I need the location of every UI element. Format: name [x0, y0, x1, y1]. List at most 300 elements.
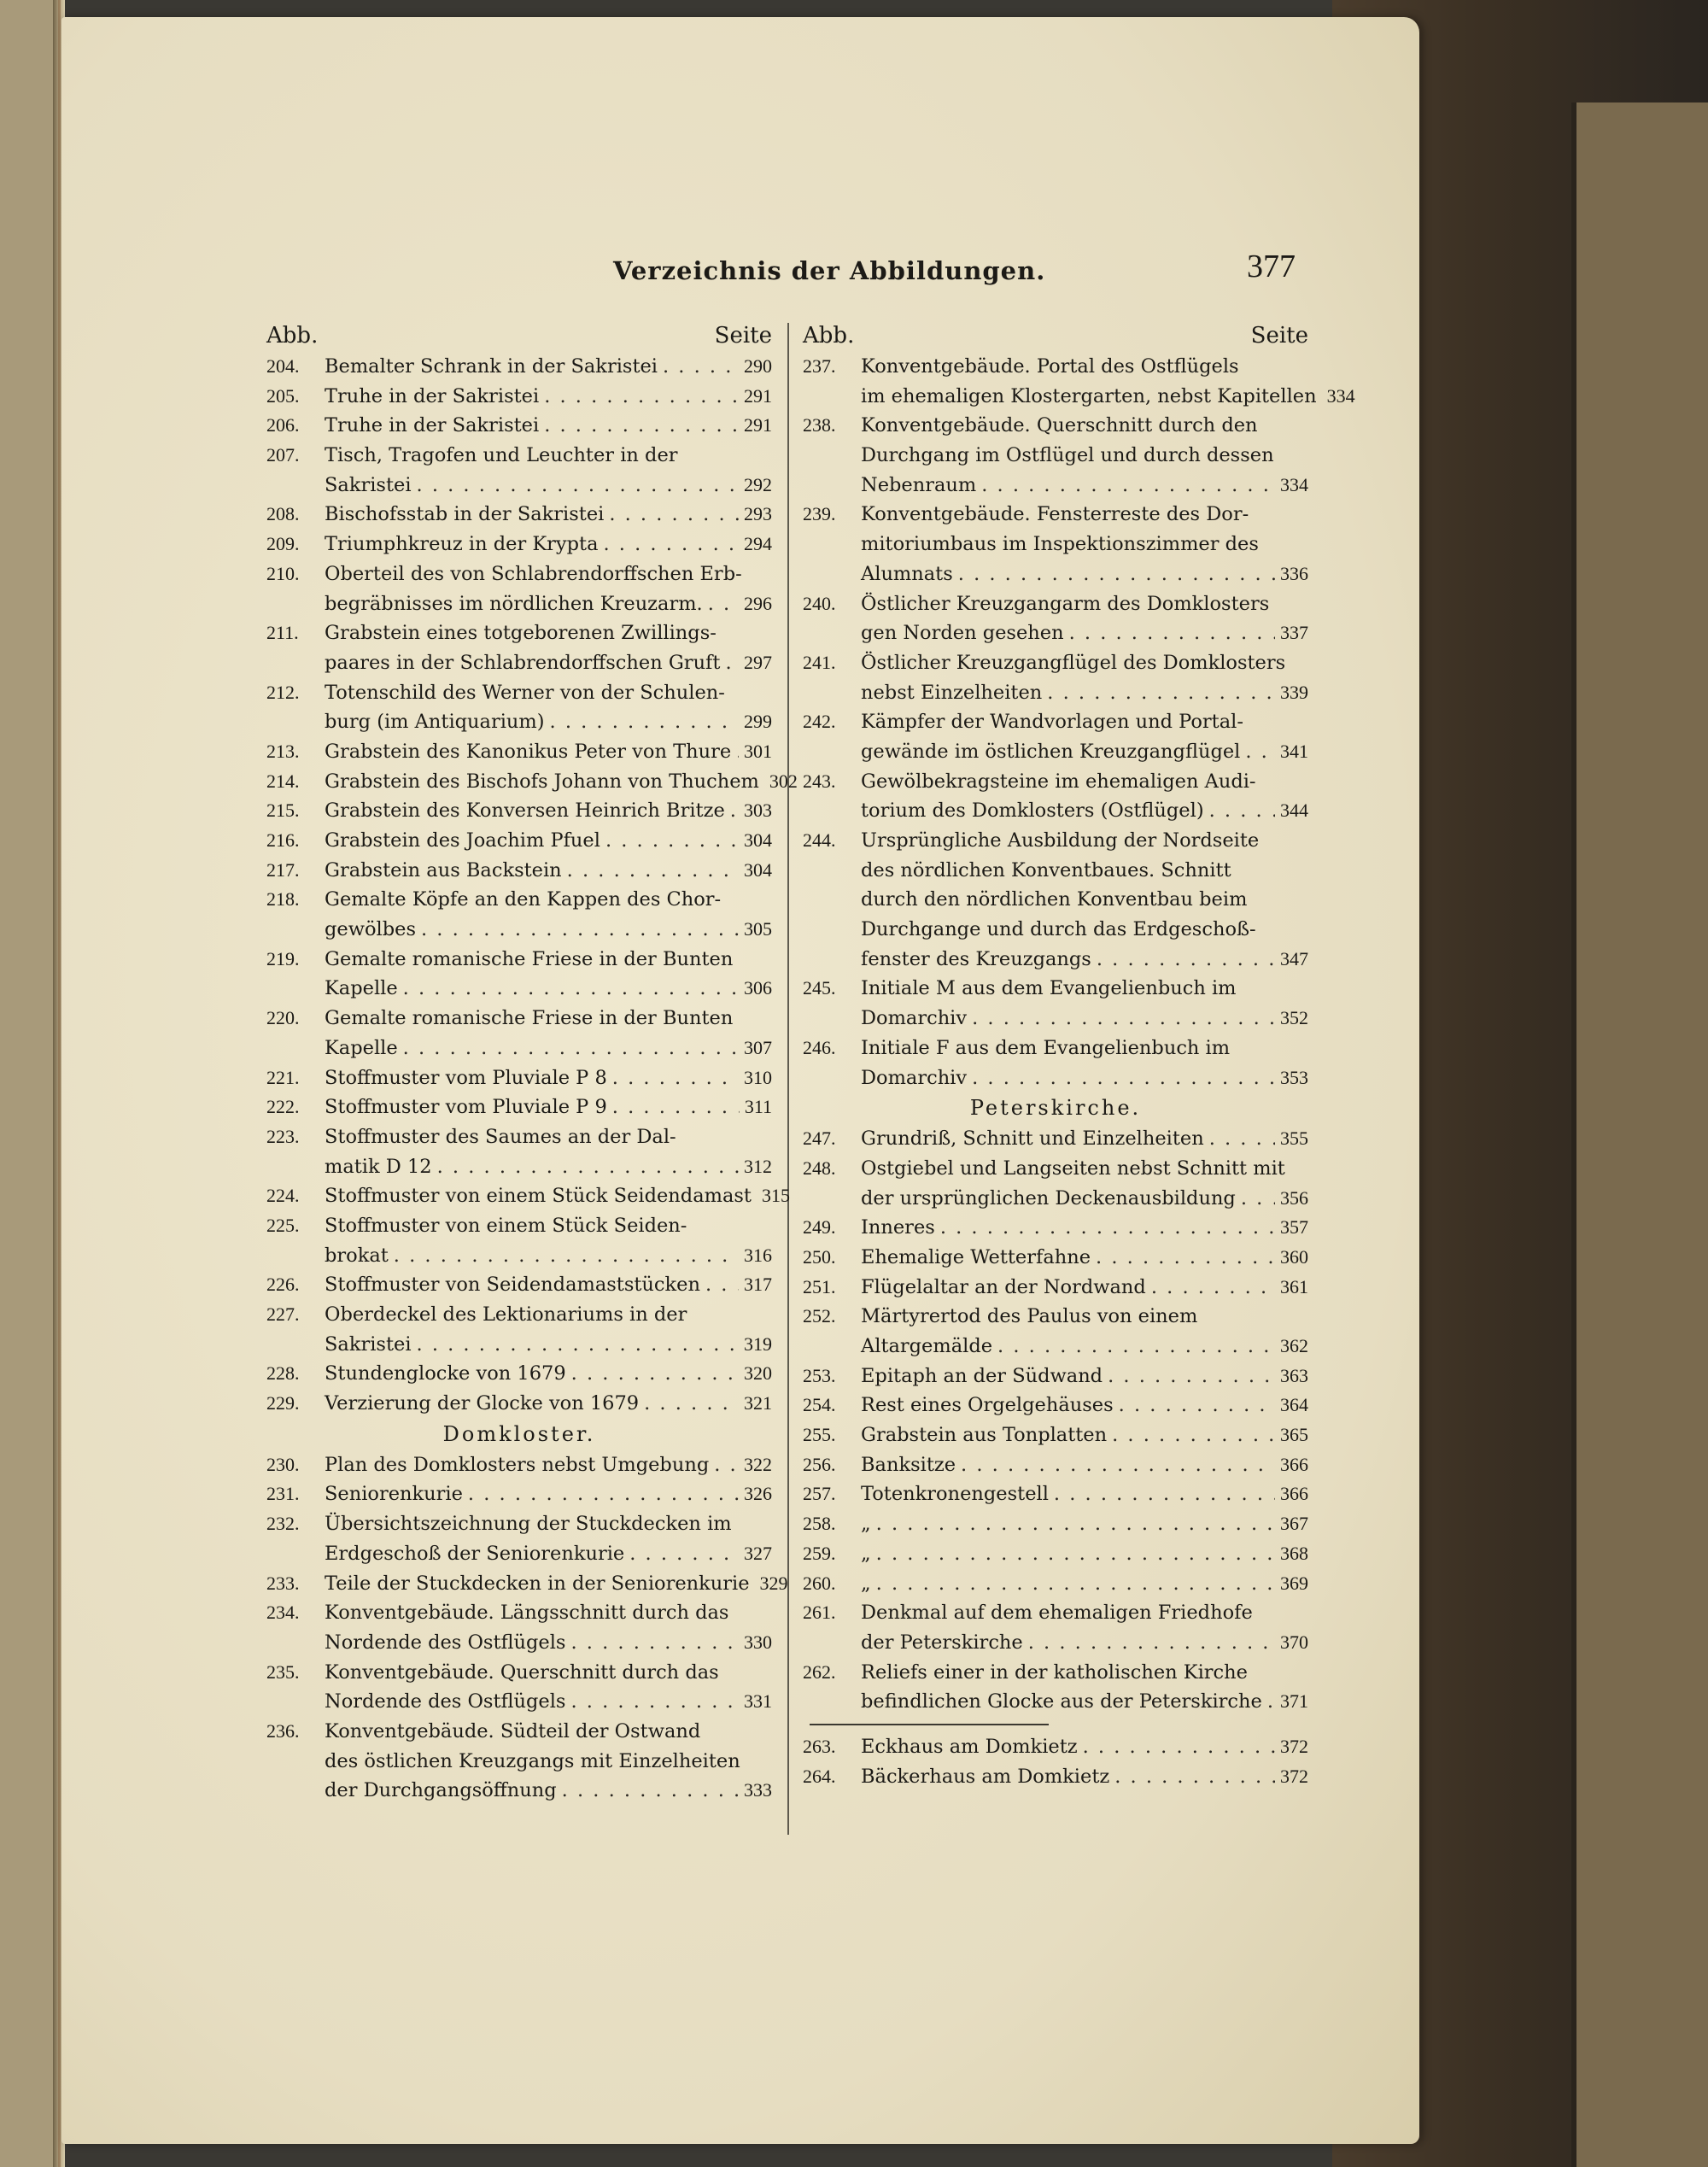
list-item [266, 885, 772, 944]
entry-text: Grabstein des Bischofs Johann von Thuchem [325, 770, 759, 793]
entry-body [325, 1509, 772, 1568]
left-entry-list [266, 352, 798, 1419]
entry-last-line [325, 974, 772, 1004]
entry-text: Inneres [861, 1216, 935, 1239]
leader-dots [394, 1241, 739, 1271]
entry-text: „ [861, 1542, 871, 1565]
figure-number: 215. [266, 799, 300, 822]
entry-body [861, 1124, 1308, 1154]
page-reference: 321 [744, 1392, 772, 1414]
leader-dots [603, 530, 739, 559]
page-reference: 312 [744, 1155, 772, 1177]
entry-body [325, 1479, 772, 1509]
leader-dots [544, 411, 739, 441]
list-item [266, 1450, 772, 1480]
list-item [266, 559, 772, 618]
entry-text: Nordende des Ostflügels [325, 1690, 566, 1713]
entry-body [861, 1598, 1308, 1657]
leader-dots [570, 1687, 739, 1717]
page-reference: 291 [744, 384, 772, 407]
entry-body [325, 1598, 772, 1657]
entry-text: Durchgang im Ostflügel und durch dessen [861, 444, 1274, 467]
list-item [266, 856, 772, 886]
leader-dots [612, 1092, 740, 1122]
entry-text: Alumnats [861, 562, 953, 585]
page-reference: 301 [744, 740, 772, 762]
page-reference: 372 [1280, 1765, 1308, 1787]
leader-dots [437, 1152, 739, 1182]
entry-text: Konventgebäude. Fensterreste des Dor- [861, 503, 1249, 526]
page-reference: 372 [1280, 1735, 1308, 1757]
leader-dots [736, 737, 739, 767]
page-reference: 362 [1280, 1335, 1308, 1356]
page-reference: 320 [744, 1362, 772, 1385]
entry-body [861, 589, 1308, 648]
entry-text: Stoffmuster von einem Stück Seiden- [325, 1214, 687, 1237]
list-item [803, 352, 1355, 411]
list-item [266, 1389, 772, 1419]
section-heading-peterskirche: Peterskirche. [969, 1096, 1142, 1121]
figure-number: 240. [803, 592, 836, 614]
list-item [803, 1658, 1308, 1717]
page-reference: 357 [1280, 1216, 1308, 1239]
leader-dots [567, 856, 739, 886]
entry-text: Initiale M aus dem Evangelienbuch im [861, 977, 1237, 1000]
leader-dots [1108, 1362, 1275, 1391]
entry-body [325, 796, 772, 826]
leader-dots [1112, 1420, 1275, 1450]
figure-number: 241. [803, 651, 836, 673]
entry-text: Banksitze [861, 1453, 956, 1476]
leader-dots [708, 589, 739, 619]
entry-text: Teile der Stuckdecken in der Seniorenkurie [325, 1572, 750, 1595]
entry-last-line [325, 1628, 772, 1658]
figure-number: 262. [803, 1660, 836, 1683]
list-item [803, 1034, 1308, 1092]
entry-text: Konventgebäude. Südteil der Ostwand [325, 1719, 701, 1742]
entry-last-line [325, 589, 772, 619]
entry-body [325, 856, 772, 886]
leader-dots [468, 1479, 739, 1509]
figure-number: 256. [803, 1453, 836, 1475]
leader-dots [958, 559, 1275, 589]
entry-text: Gemalte romanische Friese in der Bunten [325, 947, 734, 970]
list-item [803, 589, 1308, 648]
list-item [803, 1539, 1308, 1569]
page-reference: 363 [1280, 1364, 1308, 1386]
leader-dots [876, 1539, 1275, 1569]
page-reference: 371 [1280, 1690, 1308, 1713]
figure-number: 245. [803, 977, 836, 999]
list-item [803, 974, 1308, 1033]
entry-body [325, 945, 772, 1004]
right-entry-list [803, 352, 1355, 1092]
entry-last-line [861, 1628, 1308, 1658]
leader-dots [1047, 678, 1275, 708]
list-item [266, 1300, 772, 1359]
page-reference: 291 [744, 414, 772, 436]
entry-last-line [325, 471, 772, 501]
leader-dots [1114, 1762, 1275, 1792]
leader-dots [876, 1509, 1275, 1539]
figure-number: 218. [266, 888, 300, 911]
entry-body [325, 885, 772, 944]
entry-last-line [325, 352, 772, 382]
entry-body [861, 1213, 1308, 1243]
page-reference: 339 [1280, 681, 1308, 703]
figure-number: 264. [803, 1765, 836, 1787]
page-reference: 365 [1280, 1424, 1308, 1446]
entry-text: gewände im östlichen Kreuzgangflügel [861, 740, 1241, 763]
page-reference: 292 [744, 473, 772, 495]
entry-body [325, 382, 772, 412]
entry-body [325, 1122, 772, 1181]
entry-text: Oberteil des von Schlabrendorffschen Erb- [325, 562, 742, 585]
page-reference: 352 [1280, 1007, 1308, 1029]
entry-body [325, 1717, 772, 1806]
entry-text: mitoriumbaus im Inspektionszimmer des [861, 533, 1259, 556]
entry-text: der Durchgangsöffnung [325, 1779, 557, 1802]
leader-dots [571, 1359, 739, 1389]
entry-last-line [325, 1479, 772, 1509]
entry-body [861, 974, 1308, 1033]
page-reference: 334 [1280, 473, 1308, 495]
entry-body [861, 1732, 1308, 1762]
figure-number: 244. [803, 829, 836, 851]
separator-line [810, 1724, 1049, 1725]
page-reference: 307 [744, 1036, 772, 1058]
entry-text: „ [861, 1572, 871, 1595]
list-item [803, 1302, 1308, 1361]
entry-text: Kapelle [325, 1036, 398, 1059]
entry-last-line [325, 1569, 788, 1599]
page-number: 377 [1247, 249, 1296, 284]
page-reference: 364 [1280, 1394, 1308, 1416]
entry-text: durch den nördlichen Konventbau beim [861, 888, 1248, 911]
list-item [803, 1450, 1308, 1480]
page-reference: 302 [769, 770, 798, 792]
page-reference: 356 [1280, 1186, 1308, 1209]
entry-text: Denkmal auf dem ehemaligen Friedhofe [861, 1602, 1253, 1625]
entry-body [325, 1063, 772, 1093]
leader-dots [550, 707, 739, 737]
entry-last-line [325, 1330, 772, 1360]
list-item [266, 945, 772, 1004]
entry-body [325, 1211, 772, 1270]
page-reference: 322 [744, 1453, 772, 1475]
entry-last-line [861, 1539, 1308, 1569]
entry-body [861, 1479, 1308, 1509]
entry-body [325, 1359, 772, 1389]
entry-last-line [325, 796, 772, 826]
entry-text: burg (im Antiquarium) [325, 711, 545, 734]
figure-number: 232. [266, 1513, 300, 1535]
entry-text: Stundenglocke von 1679 [325, 1362, 566, 1385]
entry-last-line [325, 500, 772, 530]
page-reference: 366 [1280, 1483, 1308, 1505]
entry-last-line [325, 707, 772, 737]
figure-number: 242. [803, 711, 836, 733]
list-item [266, 1004, 772, 1063]
page-reference: 294 [744, 533, 772, 555]
entry-body [861, 648, 1308, 707]
entry-last-line [325, 1687, 772, 1717]
leader-dots [421, 915, 739, 945]
entry-body [325, 1270, 772, 1300]
entry-text: Durchgange und durch das Erdgeschoß- [861, 918, 1256, 941]
list-item [266, 1211, 772, 1270]
entry-last-line [861, 1362, 1308, 1391]
entry-text: Oberdeckel des Lektionariums in der [325, 1303, 687, 1326]
leader-dots [730, 796, 739, 826]
entry-last-line [861, 1332, 1308, 1362]
list-item [803, 411, 1308, 500]
entry-body [861, 826, 1308, 974]
entry-last-line [861, 678, 1308, 708]
page-reference: 344 [1280, 799, 1308, 822]
entry-text: Märtyrertod des Paulus von einem [861, 1305, 1198, 1328]
entry-last-line [861, 618, 1308, 648]
leader-dots [705, 1270, 739, 1300]
list-item [803, 1124, 1308, 1154]
list-item [266, 500, 772, 530]
figure-number: 210. [266, 562, 300, 584]
figure-number: 222. [266, 1096, 300, 1118]
list-item [803, 1762, 1308, 1792]
page-reference: 316 [744, 1244, 772, 1266]
entry-last-line [861, 1391, 1308, 1420]
entry-body [325, 1450, 772, 1480]
entry-last-line [325, 1389, 772, 1419]
list-item [266, 1658, 772, 1717]
entry-body [861, 352, 1355, 411]
entry-last-line [861, 1450, 1308, 1480]
entry-text: Grabstein aus Tonplatten [861, 1424, 1108, 1447]
leader-dots [1241, 1184, 1275, 1214]
entry-text: Bäckerhaus am Domkietz [861, 1765, 1110, 1788]
page-reference: 360 [1280, 1245, 1308, 1268]
list-item [266, 530, 772, 559]
entry-text: Grabstein des Joachim Pfuel [325, 829, 600, 852]
entry-last-line [325, 915, 772, 945]
entry-text: Truhe in der Sakristei [325, 414, 540, 437]
list-item [266, 678, 772, 737]
entry-body [325, 559, 772, 618]
facing-page-edge [0, 0, 60, 2167]
entry-text: Reliefs einer in der katholischen Kirche [861, 1660, 1248, 1684]
page-reference: 304 [744, 829, 772, 851]
list-item [266, 411, 772, 441]
entry-text: im ehemaligen Klostergarten, nebst Kapitellen [861, 384, 1317, 407]
entry-text: Konventgebäude. Querschnitt durch das [325, 1660, 719, 1684]
leader-dots [570, 1628, 739, 1658]
leader-dots [1209, 796, 1275, 826]
entry-body [325, 411, 772, 441]
figure-number: 217. [266, 858, 300, 881]
entry-last-line [325, 1063, 772, 1093]
entry-last-line [325, 1241, 772, 1271]
entry-last-line [861, 796, 1308, 826]
entry-text: des östlichen Kreuzgangs mit Einzelheiten [325, 1749, 740, 1772]
figure-number: 220. [266, 1007, 300, 1029]
entry-text: Ehemalige Wetterfahne [861, 1245, 1091, 1268]
entry-text: „ [861, 1513, 871, 1536]
binding-thread [58, 0, 61, 2167]
left-column-header [266, 323, 772, 352]
list-item [266, 826, 772, 856]
list-item [266, 1122, 772, 1181]
figure-number: 252. [803, 1305, 836, 1327]
entry-text: befindlichen Glocke aus der Peterskirche [861, 1690, 1262, 1713]
entry-text: begräbnisses im nördlichen Kreuzarm. [325, 592, 703, 615]
figure-number: 224. [266, 1185, 300, 1207]
figure-number: 216. [266, 829, 300, 851]
abb-label: Abb. [266, 323, 319, 348]
entry-body [325, 1181, 790, 1211]
figure-number: 248. [803, 1157, 836, 1179]
entry-last-line [861, 1732, 1308, 1762]
leader-dots [1083, 1732, 1275, 1762]
entry-body [861, 1391, 1308, 1420]
page-reference: 369 [1280, 1572, 1308, 1594]
entry-body [861, 411, 1308, 500]
entry-text: Stoffmuster vom Pluviale P 9 [325, 1096, 607, 1119]
figure-number: 205. [266, 384, 300, 407]
list-item [803, 707, 1308, 766]
entry-body [325, 530, 772, 559]
leader-dots [612, 1063, 739, 1093]
leader-dots [1054, 1479, 1275, 1509]
leader-dots [1028, 1628, 1275, 1658]
entry-text: Ursprüngliche Ausbildung der Nordseite [861, 829, 1260, 852]
page-reference: 299 [744, 711, 772, 733]
list-item [803, 1479, 1308, 1509]
entry-last-line [325, 856, 772, 886]
entry-body [861, 500, 1308, 589]
page-reference: 317 [744, 1274, 772, 1296]
figure-number: 237. [803, 355, 836, 377]
list-item [803, 1213, 1308, 1243]
entry-body [861, 1762, 1308, 1792]
list-item [803, 1273, 1308, 1303]
entry-body [325, 618, 772, 677]
entry-last-line [861, 471, 1308, 501]
seite-label: Seite [1250, 323, 1308, 348]
entry-last-line [325, 1152, 772, 1182]
leader-dots [714, 1450, 739, 1480]
page-reference: 331 [744, 1690, 772, 1713]
page-reference: 370 [1280, 1631, 1308, 1653]
entry-text: Domarchiv [861, 1007, 968, 1030]
entry-body [325, 500, 772, 530]
leader-dots [1267, 1687, 1275, 1717]
list-item [803, 1598, 1308, 1657]
page-reference: 334 [1326, 384, 1355, 407]
leader-dots [1209, 1124, 1275, 1154]
figure-number: 219. [266, 947, 300, 969]
leader-dots [605, 826, 739, 856]
entry-last-line [325, 1539, 772, 1569]
entry-text: Totenschild des Werner von der Schulen- [325, 681, 725, 704]
entry-body [325, 441, 772, 500]
leader-dots [609, 500, 739, 530]
entry-text: Epitaph an der Südwand [861, 1364, 1103, 1387]
entry-body [861, 1154, 1308, 1213]
page-reference: 327 [744, 1542, 772, 1564]
figure-number: 209. [266, 533, 300, 555]
page-reference: 305 [744, 918, 772, 940]
list-item [266, 1717, 772, 1806]
entry-last-line [325, 1092, 772, 1122]
leader-dots [417, 471, 739, 501]
entry-last-line [861, 1479, 1308, 1509]
page-reference: 329 [759, 1572, 788, 1594]
entry-text: Eckhaus am Domkietz [861, 1735, 1078, 1758]
entry-last-line [325, 1270, 772, 1300]
leader-dots [403, 1034, 739, 1063]
entry-text: Initiale F aus dem Evangelienbuch im [861, 1036, 1231, 1059]
page-reference: 311 [744, 1096, 772, 1118]
entry-body [325, 826, 772, 856]
list-item [803, 1732, 1308, 1762]
leader-dots [997, 1332, 1275, 1362]
entry-body [861, 1243, 1308, 1273]
figure-number: 225. [266, 1214, 300, 1236]
entry-text: gen Norden gesehen [861, 622, 1064, 645]
page-reference: 368 [1280, 1542, 1308, 1564]
running-title: Verzeichnis der Abbildungen. [613, 256, 1046, 285]
entry-body [325, 767, 798, 797]
list-item [266, 1509, 772, 1568]
entry-text: Rest eines Orgelgehäuses [861, 1394, 1114, 1417]
list-item [803, 767, 1308, 826]
entry-body [861, 1569, 1308, 1599]
entry-body [861, 1034, 1308, 1092]
entry-last-line [861, 1124, 1308, 1154]
figure-number: 235. [266, 1660, 300, 1683]
entry-body [861, 1658, 1308, 1717]
figure-number: 253. [803, 1364, 836, 1386]
page-reference: 366 [1280, 1453, 1308, 1475]
figure-number: 236. [266, 1719, 300, 1742]
figure-number: 233. [266, 1572, 300, 1594]
entry-body [861, 1450, 1308, 1480]
entry-body [861, 1362, 1308, 1391]
entry-last-line [861, 559, 1308, 589]
figure-number: 251. [803, 1275, 836, 1297]
entry-text: Grabstein des Konversen Heinrich Britze [325, 799, 725, 823]
entry-body [861, 1539, 1308, 1569]
figure-number: 228. [266, 1362, 300, 1385]
leader-dots [544, 382, 739, 412]
figure-number: 249. [803, 1216, 836, 1239]
entry-last-line [325, 530, 772, 559]
entry-text: Stoffmuster des Saumes an der Dal- [325, 1125, 676, 1148]
list-item [803, 648, 1308, 707]
figure-number: 255. [803, 1424, 836, 1446]
page-reference: 361 [1280, 1275, 1308, 1297]
list-item [803, 1509, 1308, 1539]
entry-text: der ursprünglichen Deckenausbildung [861, 1186, 1236, 1209]
list-item [803, 500, 1308, 589]
entry-text: Gewölbekragsteine im ehemaligen Audi- [861, 770, 1256, 793]
entry-text: Östlicher Kreuzgangarm des Domklosters [861, 592, 1270, 615]
entry-text: Stoffmuster vom Pluviale P 8 [325, 1066, 607, 1089]
entry-text: Konventgebäude. Längsschnitt durch das [325, 1602, 729, 1625]
entry-text: brokat [325, 1244, 389, 1267]
entry-body [325, 1389, 772, 1419]
entry-text: Kämpfer der Wandvorlagen und Portal- [861, 711, 1243, 734]
